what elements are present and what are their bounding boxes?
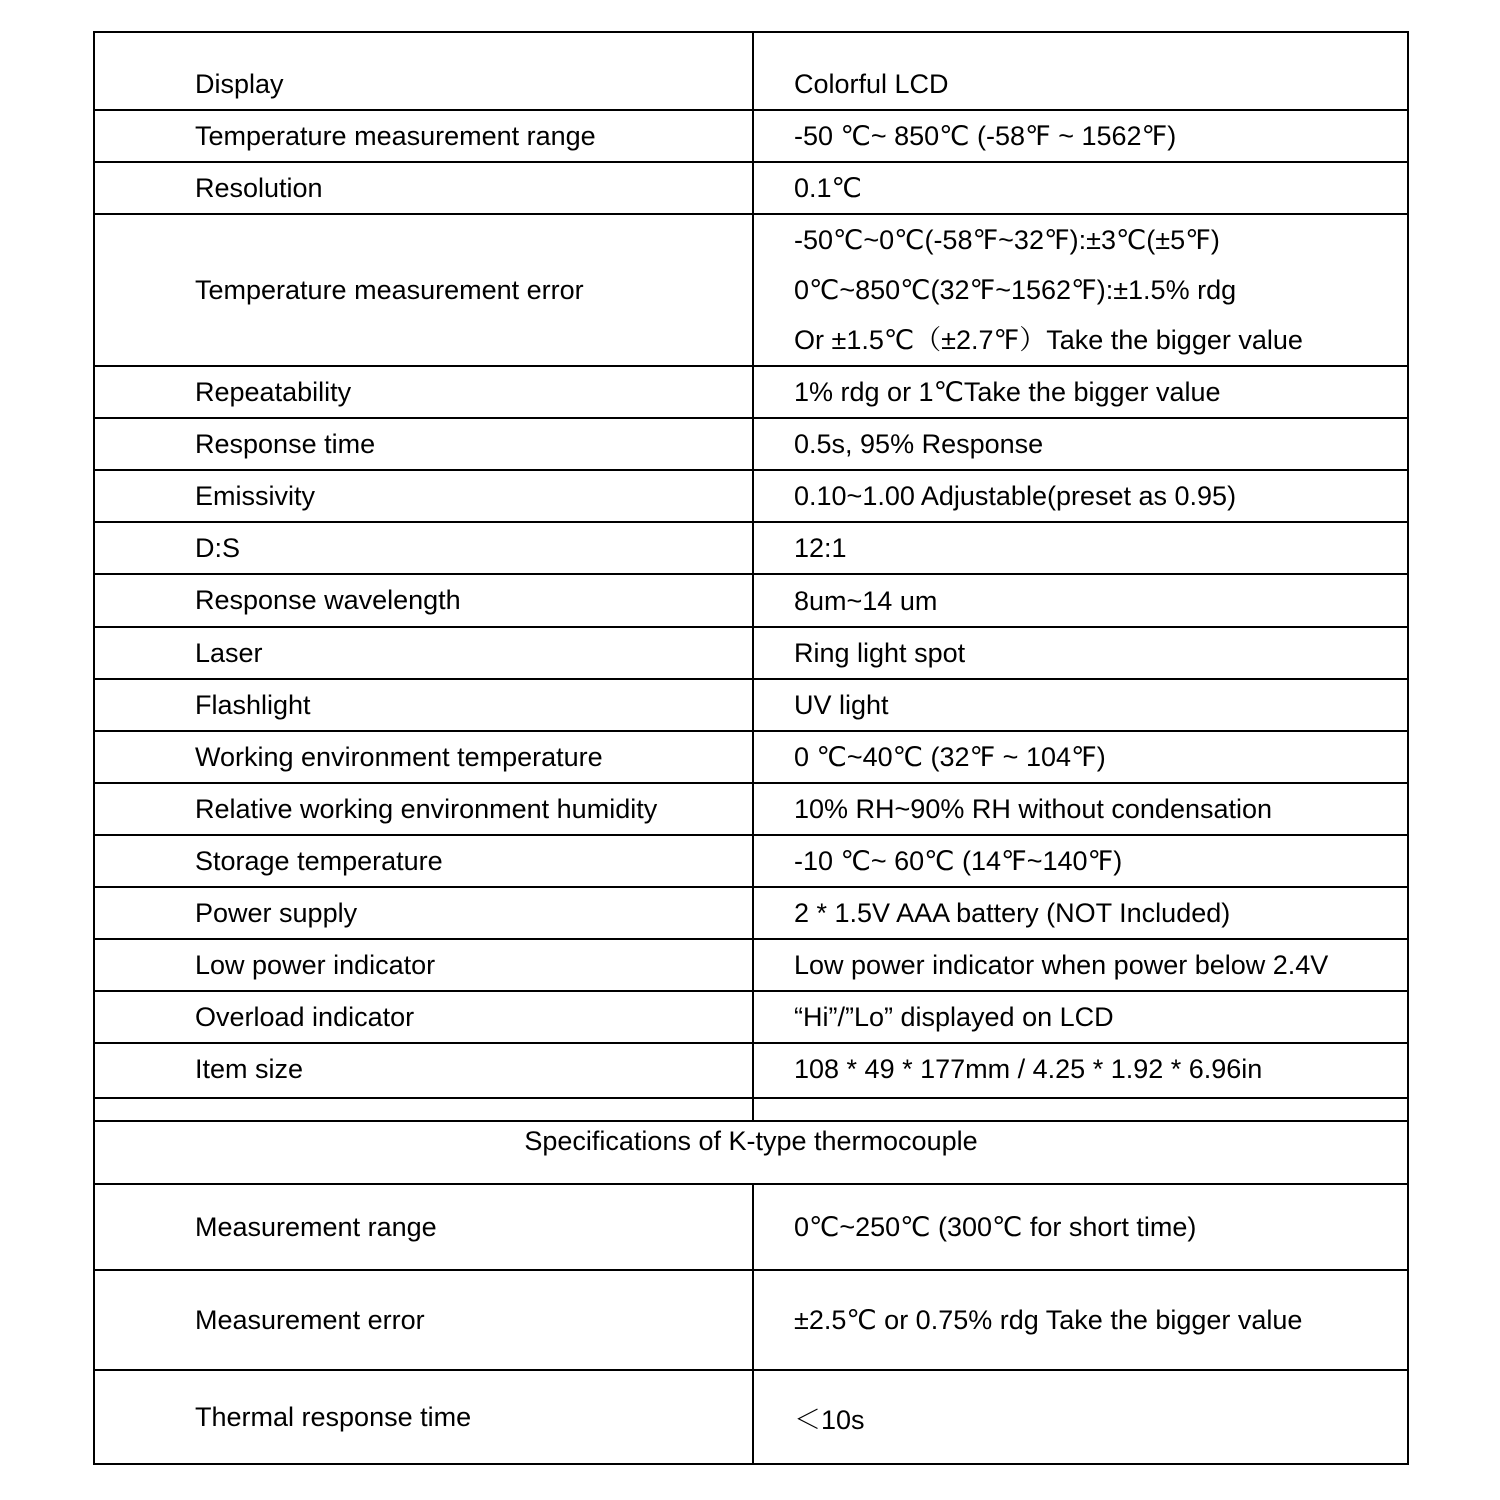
spec-value: [753, 731, 1408, 783]
table-row: [94, 627, 1408, 679]
spec-value-line: Low power indicator when power below 2.4V: [794, 950, 1329, 980]
spec-value-line: Ring light spot: [794, 638, 966, 668]
spec-value-line: 10% RH~90% RH without condensation: [794, 794, 1273, 824]
table-row: [94, 522, 1408, 574]
table-row: [94, 366, 1408, 418]
spec-label: Temperature measurement error: [94, 214, 753, 366]
spec-label: Power supply: [94, 887, 753, 939]
spec-label: Storage temperature: [94, 835, 753, 887]
spec-value: [753, 470, 1408, 522]
spec-label: Temperature measurement range: [94, 110, 753, 162]
specifications-table: [93, 31, 1409, 1122]
table-row: [94, 470, 1408, 522]
spec-value-line: 8um~14 um: [794, 585, 938, 616]
spec-value: ±2.5℃ or 0.75% rdg Take the bigger value: [753, 1270, 1408, 1370]
spec-value: [753, 835, 1408, 887]
spec-value-line: UV light: [794, 690, 889, 720]
table-row: [94, 887, 1408, 939]
table-row: [94, 214, 1408, 366]
spec-label: Measurement error: [94, 1270, 753, 1370]
thermocouple-table: [93, 1097, 1409, 1465]
table-row: [94, 418, 1408, 470]
spec-label: Working environment temperature: [94, 731, 753, 783]
spec-value: [753, 366, 1408, 418]
spec-value-line: Or ±1.5℃（±2.7℉）Take the bigger value: [794, 325, 1303, 355]
spec-value: [753, 939, 1408, 991]
spec-value-line: 1% rdg or 1℃Take the bigger value: [794, 377, 1221, 407]
spec-value-line: 108 * 49 * 177mm / 4.25 * 1.92 * 6.96in: [794, 1054, 1263, 1084]
spec-value: [753, 627, 1408, 679]
spec-label: D:S: [94, 522, 753, 574]
spec-value: 0℃~250℃ (300℃ for short time): [753, 1184, 1408, 1270]
spec-value-line: -10 ℃~ 60℃ (14℉~140℉): [794, 846, 1123, 876]
spec-value: [753, 162, 1408, 214]
spec-label: Response wavelength: [94, 574, 753, 627]
spec-label: Response time: [94, 418, 753, 470]
spec-label: Repeatability: [94, 366, 753, 418]
spec-value: [753, 887, 1408, 939]
spec-label: Laser: [94, 627, 753, 679]
table-row: [94, 835, 1408, 887]
table-row: [94, 991, 1408, 1043]
table-row: [94, 1370, 1408, 1464]
spec-value-line: 12:1: [794, 533, 847, 563]
spec-label: Overload indicator: [94, 991, 753, 1043]
spec-label: Measurement range: [94, 1184, 753, 1270]
table-row: [94, 32, 1408, 110]
table-row: [94, 162, 1408, 214]
table-row: [94, 679, 1408, 731]
spec-value-line: Colorful LCD: [794, 69, 949, 99]
spec-value-line: 0.1℃: [794, 173, 862, 203]
table-row: [94, 783, 1408, 835]
spec-value-line: 0.5s, 95% Response: [794, 429, 1044, 459]
spec-value: [753, 32, 1408, 110]
table-row: [94, 731, 1408, 783]
table-row: [94, 574, 1408, 627]
spec-label: Display: [94, 32, 753, 110]
spec-value-line: “Hi”/”Lo” displayed on LCD: [794, 1002, 1114, 1032]
spec-label: Resolution: [94, 162, 753, 214]
table-row: [94, 110, 1408, 162]
spec-value: [753, 574, 1408, 627]
table-row: [94, 1270, 1408, 1370]
spec-label: Low power indicator: [94, 939, 753, 991]
spec-value: [753, 418, 1408, 470]
spec-value: [753, 522, 1408, 574]
spec-value-line: -50 ℃~ 850℃ (-58℉ ~ 1562℉): [794, 121, 1177, 151]
spec-value: [753, 783, 1408, 835]
spec-value-line: 0℃~850℃(32℉~1562℉):±1.5% rdg: [794, 275, 1237, 305]
spec-label: Emissivity: [94, 470, 753, 522]
spec-value-line: 0.10~1.00 Adjustable(preset as 0.95): [794, 481, 1237, 511]
spec-label: Relative working environment humidity: [94, 783, 753, 835]
spec-value: [753, 991, 1408, 1043]
spec-value: ＜10s: [753, 1370, 1408, 1464]
spec-label: Thermal response time: [94, 1370, 753, 1464]
spec-value: [753, 214, 1408, 366]
table-row: [94, 1184, 1408, 1270]
table-title: Specifications of K-type thermocouple: [94, 1098, 1408, 1184]
spec-value-line: 0 ℃~40℃ (32℉ ~ 104℉): [794, 742, 1106, 772]
spec-label: Flashlight: [94, 679, 753, 731]
spec-value-line: -50℃~0℃(-58℉~32℉):±3℃(±5℉): [794, 225, 1220, 255]
spec-value: [753, 110, 1408, 162]
table-row: [94, 939, 1408, 991]
table-title-row: [94, 1098, 1408, 1184]
spec-value-line: 2 * 1.5V AAA battery (NOT Included): [794, 898, 1231, 928]
spec-value: [753, 679, 1408, 731]
spec-label: Item size: [94, 1043, 753, 1121]
